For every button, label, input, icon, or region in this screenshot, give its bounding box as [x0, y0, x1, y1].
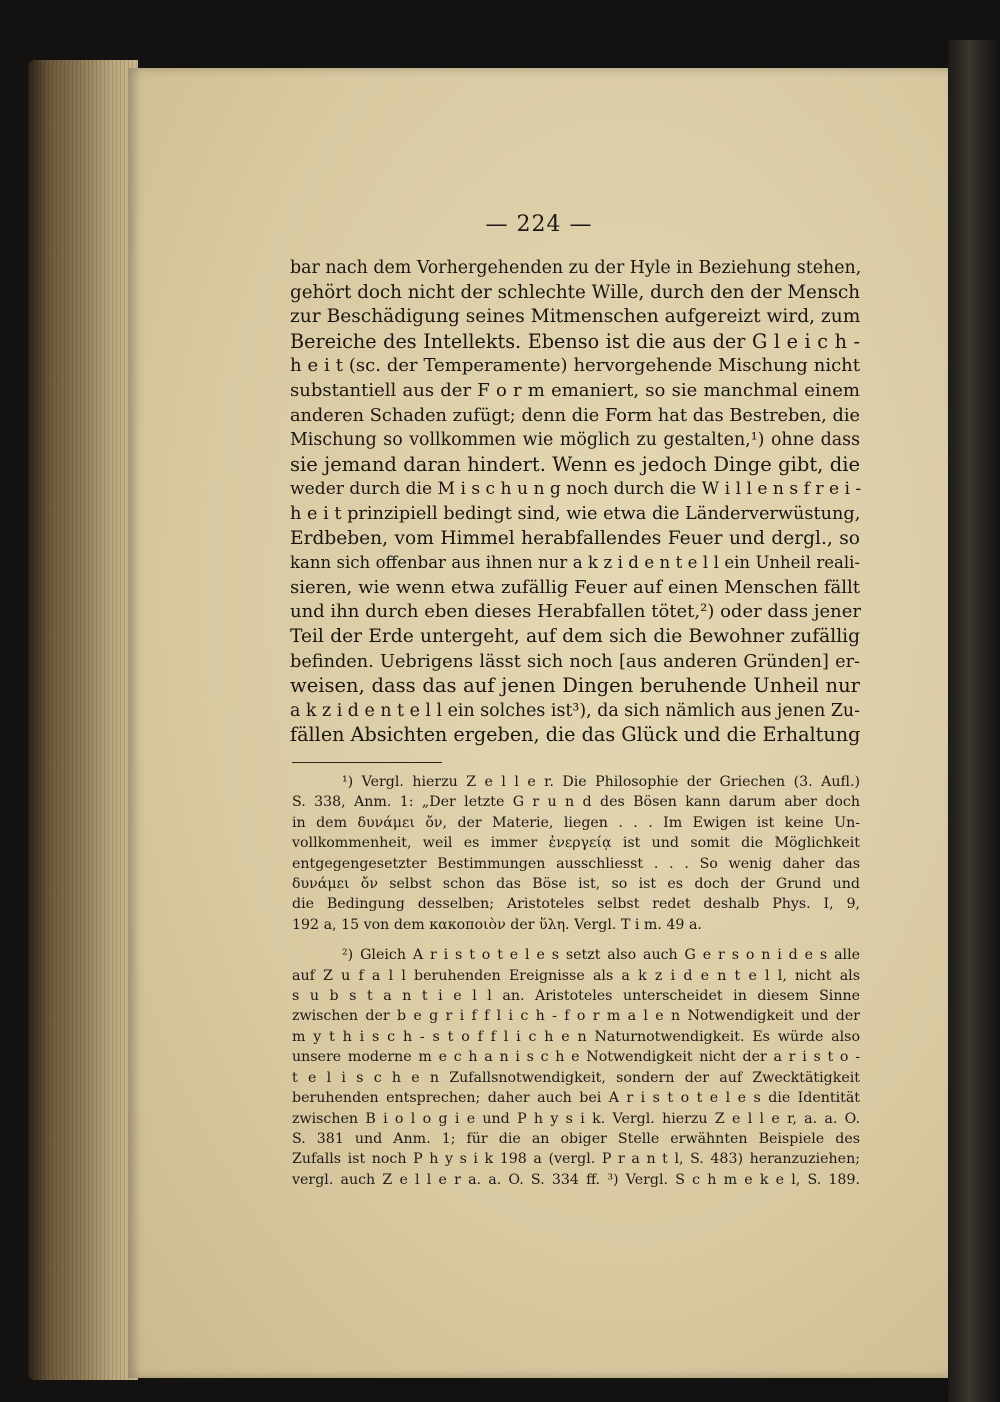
text-line: a k z i d e n t e l l ein solches ist³), da sich nämlich aus jenen Zu-: [290, 700, 860, 721]
text-line: zur Beschädigung seines Mitmenschen aufgereizt wird, zum: [290, 306, 861, 328]
footnote-line: vergl. auch Z e l l e r a. a. O. S. 334 ff. ³) Vergl. S c h m e k e l, S. 189.: [292, 1171, 860, 1188]
footnote-line: δυνάμει ὄν selbst schon das Böse ist, so ist es doch der Grund und: [292, 876, 860, 893]
footnote-line: S. 338, Anm. 1: „Der letzte G r u n d des Bösen kann darum aber doch: [292, 794, 860, 811]
footnotes: [292, 772, 860, 1190]
footnote-line: entgegengesetzter Bestimmungen ausschliesst . . . So wenig daher das: [292, 855, 860, 872]
footnote-line: s u b s t a n t i e l l an. Aristoteles unterscheidet in diesem Sinne: [292, 988, 860, 1005]
footnote-line: m y t h i s c h - s t o f f l i c h e n Naturnotwendigkeit. Es würde also: [292, 1028, 860, 1045]
footnote-line: vollkommenheit, weil es immer ἐνεργείᾳ ist und somit die Möglichkeit: [292, 835, 860, 852]
footnote-line: auf Z u f a l l beruhenden Ereignisse als a k z i d e n t e l l, nicht als: [292, 967, 860, 984]
footnote-line: zwischen B i o l o g i e und P h y s i k. Vergl. hierzu Z e l l e r, a. a. O.: [292, 1110, 860, 1127]
text-line: bar nach dem Vorhergehenden zu der Hyle in Beziehung stehen,: [290, 258, 862, 278]
text-line: sie jemand daran hindert. Wenn es jedoch Dinge gibt, die: [290, 452, 860, 476]
text-line: Bereiche des Intellekts. Ebenso ist die aus der G l e i c h -: [290, 329, 860, 353]
text-line: befinden. Uebrigens lässt sich noch [aus anderen Gründen] er-: [290, 651, 860, 672]
text-line: substantiell aus der F o r m emaniert, so sie manchmal einem: [290, 379, 860, 401]
text-line: Mischung so vollkommen wie möglich zu gestalten,¹) ohne dass: [290, 430, 860, 451]
page-number: — 224 —: [485, 212, 593, 237]
footnote-2: [292, 945, 860, 1190]
text-line: h e i t (sc. der Temperamente) hervorgehende Mischung nicht: [290, 355, 860, 377]
footnote-separator: [292, 762, 442, 763]
text-line: gehört doch nicht der schlechte Wille, durch den der Mensch: [290, 281, 861, 303]
text-line: fällen Absichten ergeben, die das Glück und die Erhaltung: [290, 723, 861, 747]
footnote-line: ²) Gleich A r i s t o t e l e s setzt also auch G e r s o n i d e s alle: [342, 947, 860, 964]
text-line: weder durch die M i s c h u n g noch durch die W i l l e n s f r e i -: [290, 479, 862, 500]
text-line: h e i t prinzipiell bedingt sind, wie etwa die Länderverwüstung,: [290, 503, 861, 524]
footnote-line: unsere moderne m e c h a n i s c h e Notwendigkeit nicht der a r i s t o -: [292, 1049, 860, 1066]
footnote-line: die Bedingung desselben; Aristoteles selbst redet deshalb Phys. I, 9,: [292, 896, 860, 913]
footnote-line: Zufalls ist noch P h y s i k 198 a (vergl. P r a n t l, S. 483) heranzuziehen;: [292, 1151, 860, 1168]
text-line: weisen, dass das auf jenen Dingen beruhende Unheil nur: [290, 674, 860, 698]
book-page-edges: [28, 60, 138, 1380]
text-line: kann sich offenbar aus ihnen nur a k z i d e n t e l l ein Unheil reali-: [290, 553, 860, 573]
footnote-line: S. 381 und Anm. 1; für die an obiger Stelle erwähnten Beispiele des: [292, 1130, 860, 1147]
text-line: und ihn durch eben dieses Herabfallen tötet,²) oder dass jener: [290, 601, 861, 623]
footnote-line: ¹) Vergl. hierzu Z e l l e r. Die Philosophie der Griechen (3. Aufl.): [342, 774, 860, 790]
text-line: sieren, wie wenn etwa zufällig Feuer auf einen Menschen fällt: [290, 576, 860, 598]
footnote-line: in dem δυνάμει ὄν, der Materie, liegen . . . Im Ewigen ist keine Un-: [292, 814, 860, 831]
main-text: [290, 256, 860, 748]
text-line: Erdbeben, vom Himmel herabfallendes Feuer und dergl., so: [290, 527, 860, 549]
footnote-line: beruhenden entsprechen; daher auch bei A r i s t o t e l e s die Identität: [292, 1090, 860, 1107]
text-line: Teil der Erde untergeht, auf dem sich die Bewohner zufällig: [290, 625, 860, 647]
footnote-line: 192 a, 15 von dem κακοποιὸν der ὕλη. Vergl. T i m. 49 a.: [292, 916, 702, 933]
footnote-line: zwischen der b e g r i f f l i c h - f o r m a l e n Notwendigkeit und der: [292, 1008, 860, 1025]
footnote-1: [292, 772, 860, 935]
text-line: anderen Schaden zufügt; denn die Form hat das Bestreben, die: [290, 405, 860, 426]
footnote-line: t e l i s c h e n Zufallsnotwendigkeit, sondern der auf Zwecktätigkeit: [292, 1069, 860, 1086]
facing-page-edge: [948, 40, 1000, 1402]
